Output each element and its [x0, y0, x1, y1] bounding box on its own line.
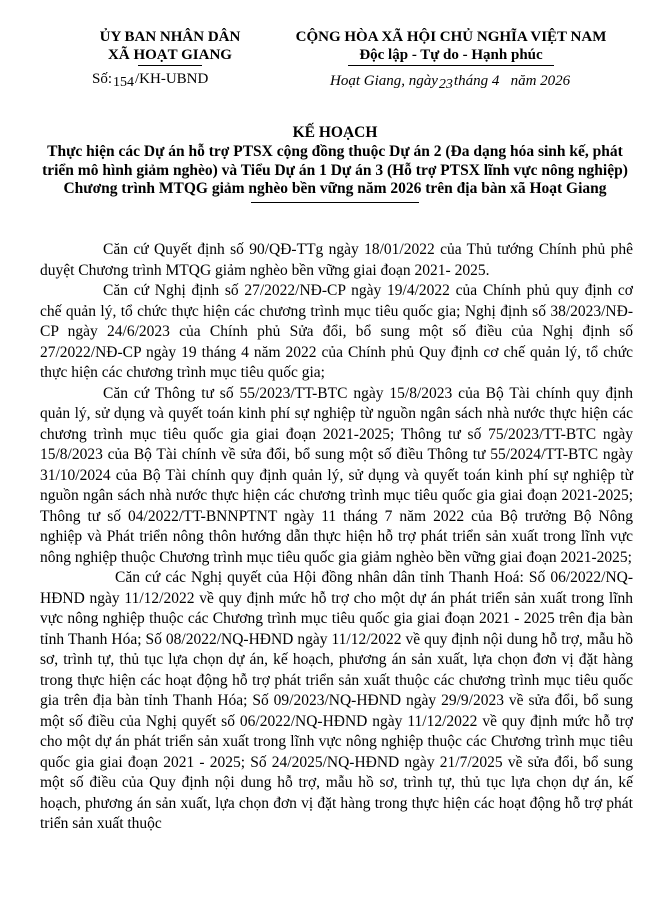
agency-header	[50, 28, 290, 66]
doc-number-prefix: Số:	[92, 71, 113, 87]
document-date	[330, 72, 570, 91]
date-day: 23	[438, 77, 453, 92]
document-number	[92, 70, 208, 89]
paragraph-3: Căn cứ Thông tư số 55/2023/TT-BTC ngày 15/8/2023 của Bộ Tài chính quy định quản lý, sử dụng và quyết toán kinh phí sự nghiệp từ nguồn ngân sách nhà nước thực hiện các chương trình mục tiêu quốc gia giai đoạn 2021-2025; Thông tư số 75/2023/TT-BTC ngày 15/8/2023 của Bộ Tài chính về sửa đổi, bổ sung một số điều Thông tư 55/2024/TT-BTC ngày 31/10/2024 của Bộ Tài chính quy định quản lý, sử dụng và quyết toán kinh phí sự nghiệp từ nguồn ngân sách nhà nước thực hiện các chương trình mục tiêu quốc gia giai đoạn 2021-2025; Thông tư số 04/2022/TT-BNNPTNT ngày 11 tháng 7 năm 2022 của Bộ trưởng Bộ Nông nghiệp và Phát triển nông thôn hướng dẫn thực hiện hỗ trợ phát triển sản xuất trong lĩnh vực nông nghiệp thuộc Chương trình mục tiêu quốc gia giảm nghèo bền vững giai đoạn 2021-2025;	[40, 384, 633, 566]
title-underline	[251, 202, 419, 203]
paragraph-4: Căn cứ các Nghị quyết của Hội đồng nhân dân tỉnh Thanh Hoá: Số 06/2022/NQ-HĐND ngày 11/12/2022 về quy định mức hỗ trợ cho một dự án phát triển sản xuất trong lĩnh vực nông nghiệp thuộc các Chương trình mục tiêu quốc gia giai đoạn 2021 - 2025 trên địa bàn tỉnh Thanh Hóa; Số 08/2022/NQ-HĐND ngày 11/12/2022 về quy định nội dung hỗ trợ, mẫu hồ sơ, trình tự, thủ tục lựa chọn dự án, kế hoạch, phương án sản xuất, lựa chọn đơn vị đặt hàng trong thực hiện các hoạt động hỗ trợ phát triển sản xuất thuộc các chương trình mục tiêu quốc gia trên địa bàn tỉnh Thanh Hóa; Số 09/2023/NQ-HĐND ngày 29/9/2023 về sửa đổi, bổ sung một số điều của Nghị quyết số 06/2022/NQ-HĐND ngày 11/12/2022 về quy định mức hỗ trợ cho một dự án phát triển sản xuất trong lĩnh vực nông nghiệp thuộc các Chương trình mục tiêu quốc gia giai đoạn 2021 - 2025; Số 24/2025/NQ-HĐND ngày 21/7/2025 về sửa đổi, bổ sung một số điều của Quy định nội dung hỗ trợ, mẫu hồ sơ, trình tự, thủ tục lựa chọn dự án, kế hoạch, phương án sản xuất, lựa chọn đơn vị đặt hàng trong thực hiện các hoạt động hỗ trợ phát triển sản xuất thuộc	[40, 569, 633, 832]
agency-underline	[138, 65, 202, 66]
national-name: CỘNG HÒA XÃ HỘI CHỦ NGHĨA VIỆT NAM	[295, 29, 607, 45]
paragraph-2: Căn cứ Nghị định số 27/2022/NĐ-CP ngày 19/4/2022 của Chính phủ quy định cơ chế quản lý, tổ chức thực hiện các chương trình mục tiêu quốc gia; Nghị định số 38/2023/NĐ-CP ngày 24/6/2023 của Chính phủ Sửa đổi, bổ sung một số điều của Nghị định số 27/2022/NĐ-CP ngày 19 tháng 4 năm 2022 của Chính phủ Quy định cơ chế quản lý, tổ chức thực hiện các chương trình mục tiêu quốc gia;	[40, 282, 633, 381]
motto-underline	[348, 65, 554, 66]
national-motto: Độc lập - Tự do - Hạnh phúc	[359, 47, 543, 63]
document-title	[40, 124, 630, 203]
agency-name: ỦY BAN NHÂN DÂN	[99, 29, 241, 45]
date-suffix: tháng 4 năm 2026	[453, 73, 571, 89]
title-heading: KẾ HOẠCH	[292, 124, 378, 141]
paragraph-1: Căn cứ Quyết định số 90/QĐ-TTg ngày 18/01/2022 của Thủ tướng Chính phủ phê duyệt Chương trình MTQG giảm nghèo bền vững giai đoạn 2021- 2025.	[40, 241, 633, 279]
title-subtitle: Thực hiện các Dự án hỗ trợ PTSX cộng đồng thuộc Dự án 2 (Đa dạng hóa sinh kế, phát triển mô hình giảm nghèo) và Tiểu Dự án 1 Dự án 3 (Hỗ trợ PTSX lĩnh vực nông nghiệp) Chương trình MTQG giảm nghèo bền vững năm 2026 trên địa bàn xã Hoạt Giang	[42, 143, 628, 198]
doc-number-suffix: /KH-UBND	[135, 71, 209, 87]
document-body	[40, 240, 633, 835]
doc-number-value: 154	[113, 75, 135, 90]
agency-commune: XÃ HOẠT GIANG	[108, 47, 232, 63]
national-header	[262, 28, 640, 66]
date-prefix: Hoạt Giang, ngày	[330, 73, 438, 89]
